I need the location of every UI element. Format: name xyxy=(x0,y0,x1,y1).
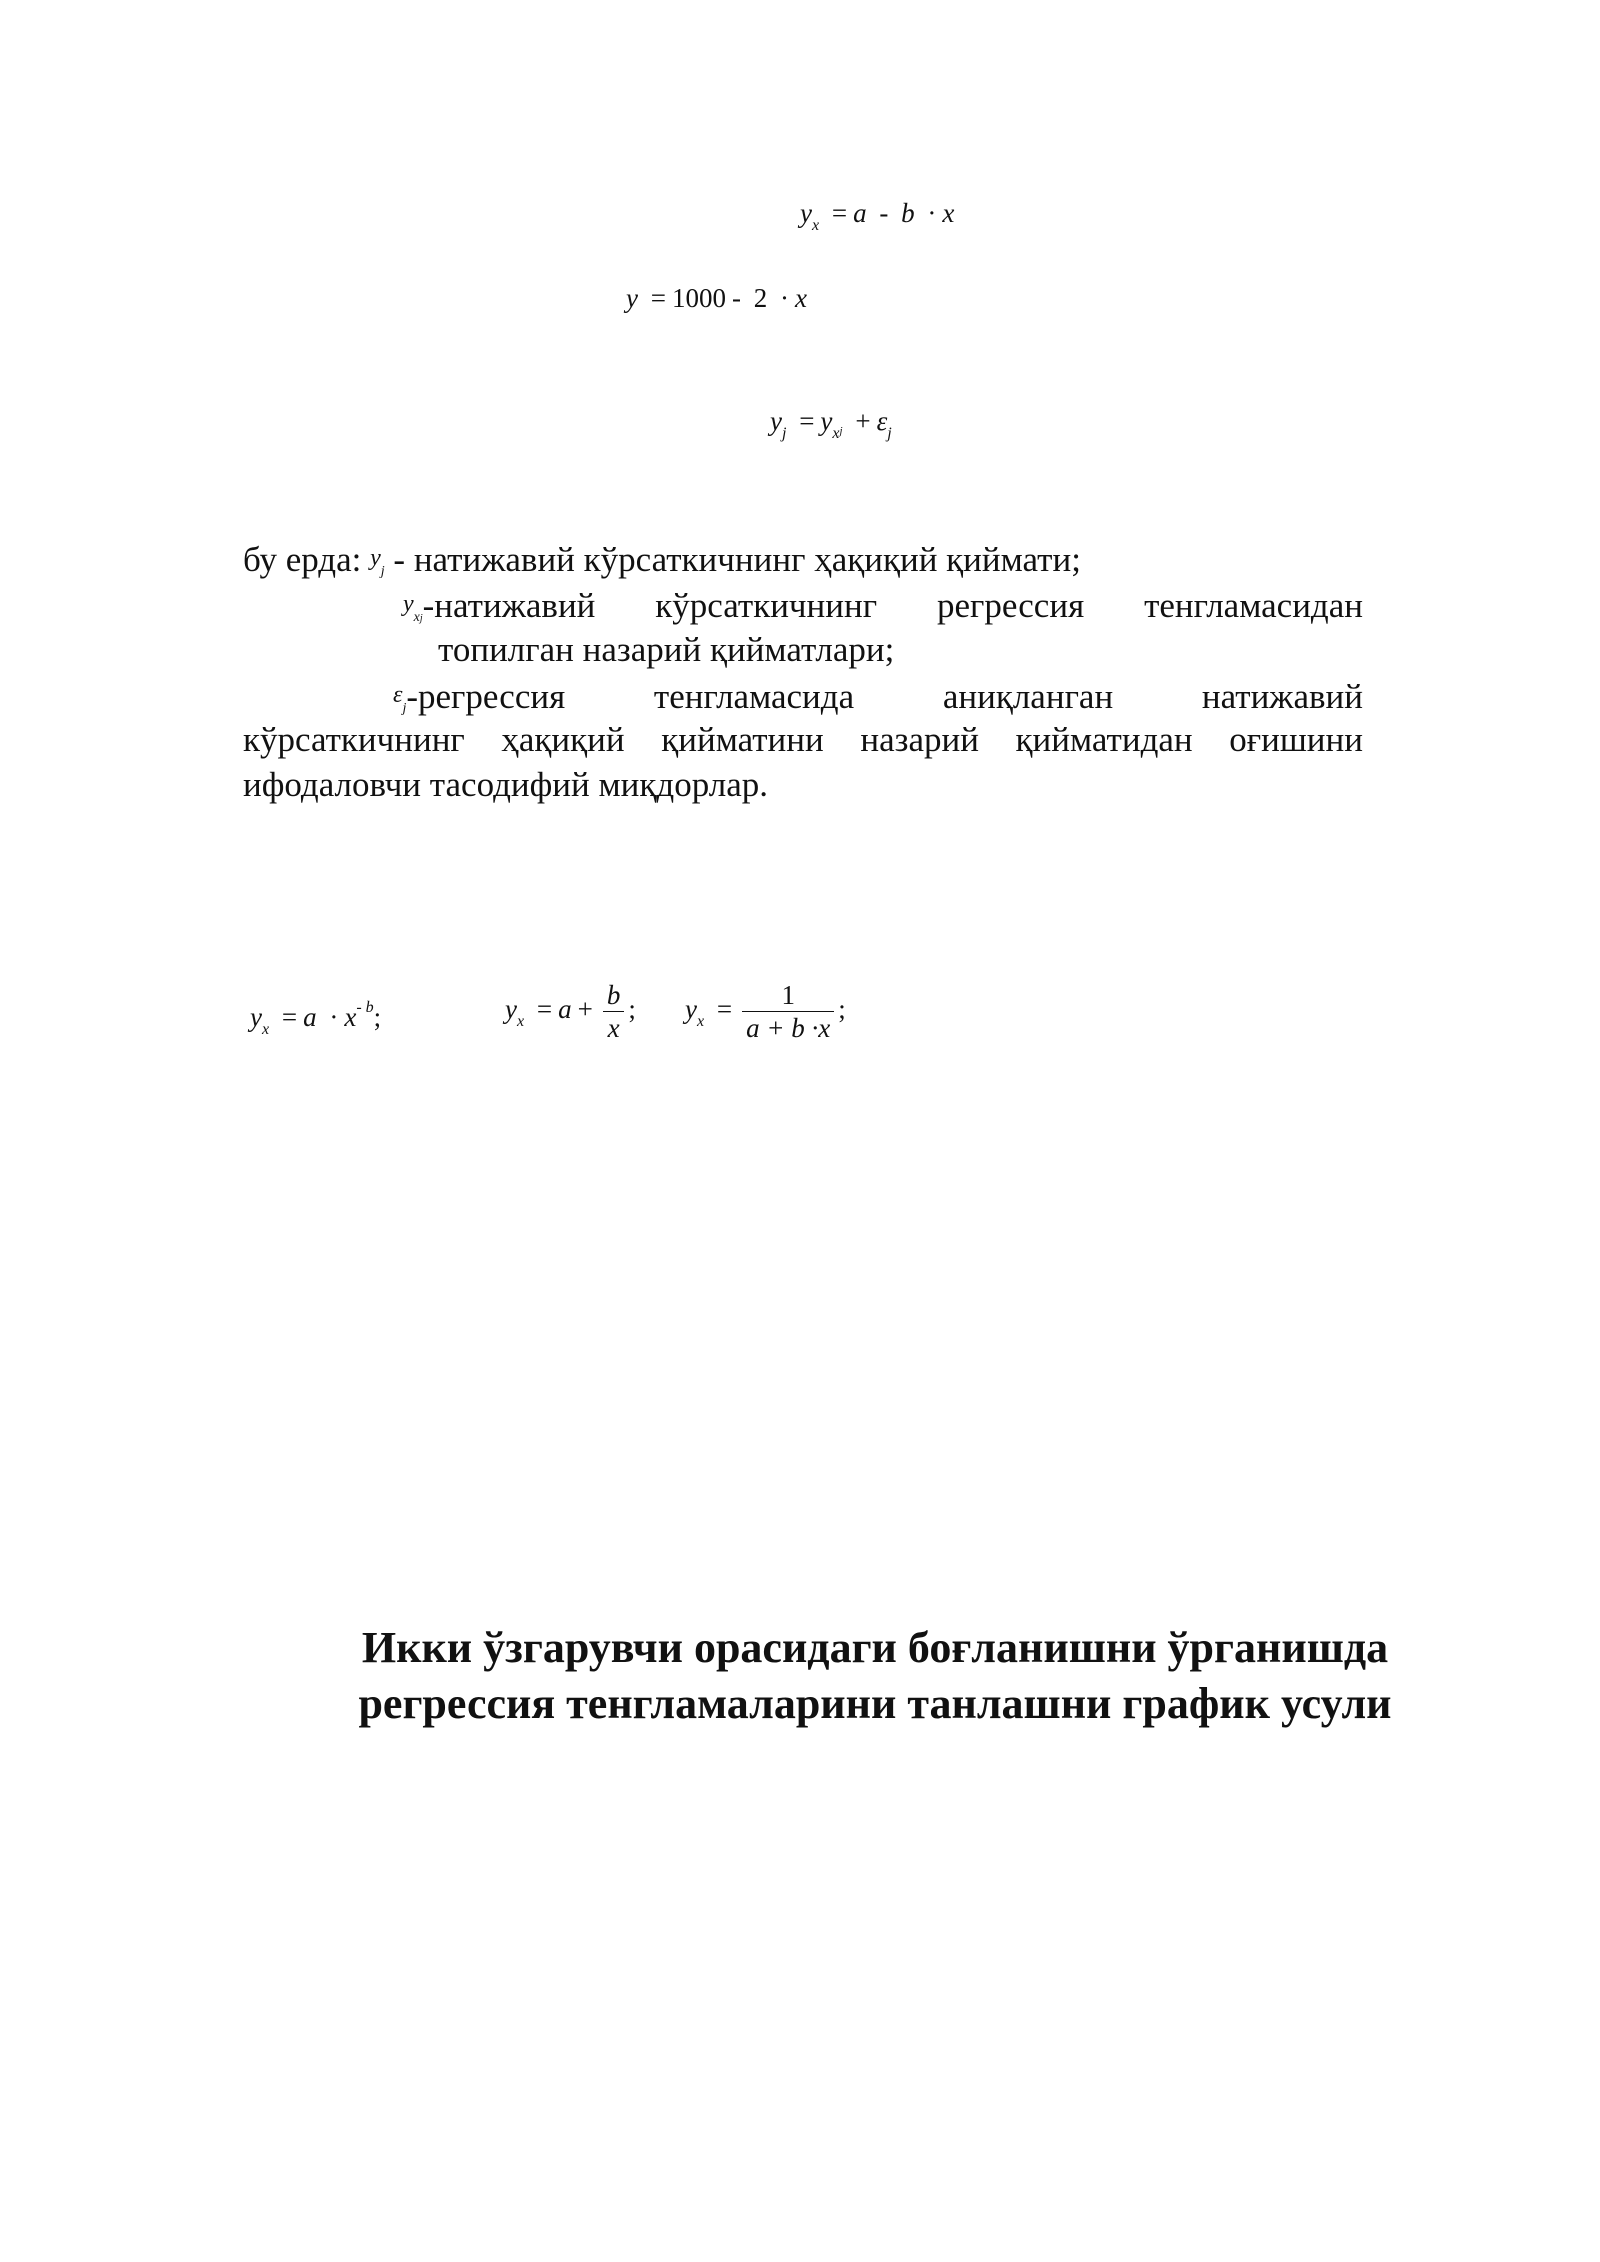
def2-sub2: j xyxy=(419,613,423,624)
eq2-lhs: y xyxy=(626,283,638,313)
eq3-eps: ε xyxy=(876,406,888,436)
f1-exp: - b xyxy=(356,999,374,1016)
def3-line2: кўрсаткичнинг ҳақиқий қийматини назарий қийматидан оғишини xyxy=(243,720,1363,759)
equation-stochastic: $y_j = y_xj + \varepsilon_j$ xyxy=(770,406,892,442)
formula-power: $y_x = a \cdot x^{- b}$; xyxy=(250,999,382,1038)
eq3-y-sub2: j xyxy=(839,425,843,437)
f3-num: 1 xyxy=(742,982,834,1012)
def3-symbol: ε xyxy=(393,682,403,708)
eq3-plus: + xyxy=(855,406,871,436)
formula-reciprocal: $y_x$ = $\frac{1}{a + b \cdot x}$ ; xyxy=(685,980,846,1043)
f2-num: b xyxy=(603,982,625,1012)
eq3-y-sub: x xyxy=(832,425,840,442)
eq3-lhs: y xyxy=(770,406,782,436)
f2-lhs: y xyxy=(505,994,517,1025)
eq1-a: a xyxy=(853,198,867,228)
formula-hyperbolic: $y_x = a$ + $\frac{b}{x}$ ; xyxy=(505,980,636,1043)
equation-numeric xyxy=(626,285,807,312)
def3-sub: j xyxy=(402,701,407,716)
f1-end: ; xyxy=(373,1002,382,1032)
eq2-dot: · xyxy=(779,283,789,313)
f1-dot: · xyxy=(329,1002,339,1032)
eq1-b: b xyxy=(901,198,915,228)
f1-lhs-sub: x xyxy=(261,1021,270,1038)
eq2-coef: 2 xyxy=(753,283,768,313)
f3-end: ; xyxy=(838,994,846,1025)
def1-sub: j xyxy=(380,564,385,579)
f2-den: x xyxy=(607,1013,620,1043)
definition-line-5 xyxy=(243,718,1363,762)
heading-line-2: регрессия тенгламаларини танлашни график усули xyxy=(358,1679,1392,1728)
eq3-eps-sub: j xyxy=(887,425,892,442)
eq2-var: x xyxy=(794,283,807,313)
equation-linear: $y_x = a - b \cdot x$ xyxy=(800,198,955,234)
def1-symbol: y xyxy=(370,545,381,571)
def2-symbol: y xyxy=(403,591,414,617)
f3-lhs-sub: x xyxy=(696,1013,705,1031)
f2-plus: + xyxy=(577,994,593,1025)
eq3-y: y xyxy=(820,406,833,436)
f2-a: a xyxy=(558,994,572,1025)
definitions-intro: бу ерда: xyxy=(243,540,362,579)
f3-den: a + b ·x xyxy=(746,1013,831,1043)
heading-line-1: Икки ўзгарувчи орасидаги боғланишни ўрганишда xyxy=(361,1623,1389,1672)
f3-fraction xyxy=(742,982,834,1042)
definition-line-3 xyxy=(438,628,1363,672)
eq1-dot: · xyxy=(927,198,937,228)
eq3-lhs-sub: j xyxy=(781,425,787,442)
def3-line1: -регрессия тенгламасида аниқланган натижавий xyxy=(406,677,1363,716)
eq1-lhs-sub: x xyxy=(811,217,820,234)
def3-line3: ифодаловчи тасодифий миқдорлар. xyxy=(243,765,768,804)
f1-a: a xyxy=(303,1002,317,1032)
section-heading xyxy=(290,1620,1460,1732)
def2-sub: x xyxy=(413,610,420,625)
f2-fraction xyxy=(603,982,625,1042)
f1-lhs: y xyxy=(250,1002,262,1032)
def2-line1: -натижавий кўрсаткичнинг регрессия тенгламасидан xyxy=(422,586,1363,625)
f1-x: x xyxy=(344,1002,357,1032)
eq2-minus: - xyxy=(731,283,741,313)
eq1-lhs: y xyxy=(800,198,812,228)
def2-line2: топилган назарий қийматлари; xyxy=(438,630,895,669)
f2-end: ; xyxy=(628,994,636,1025)
eq2-const: 1000 xyxy=(671,283,726,313)
eq1-x: x xyxy=(942,198,955,228)
definition-line-6 xyxy=(243,763,1363,807)
eq1-minus: - xyxy=(879,198,889,228)
eq2-equals: = xyxy=(650,283,666,313)
def1-text: - натижавий кўрсаткичнинг ҳақиқий қиймати; xyxy=(393,540,1081,579)
f2-lhs-sub: x xyxy=(516,1013,525,1031)
f3-lhs: y xyxy=(685,994,697,1025)
